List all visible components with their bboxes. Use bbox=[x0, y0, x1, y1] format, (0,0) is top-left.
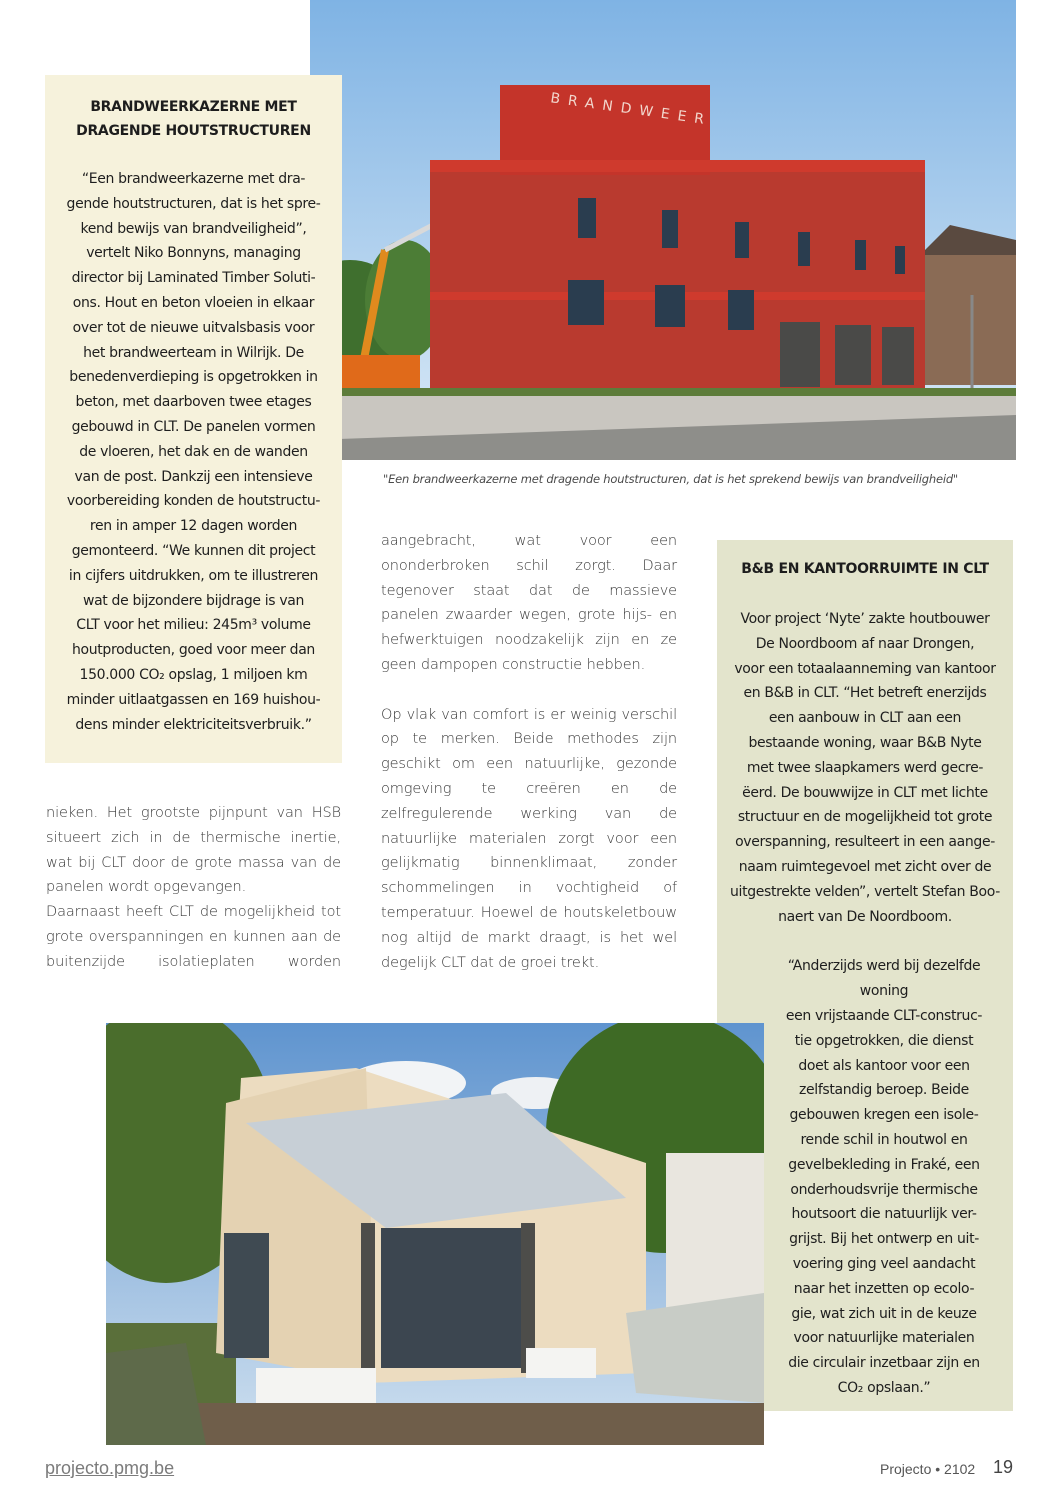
box-right-body-2 bbox=[725, 954, 1005, 1400]
photo-caption: "Een brandweerkazerne met dragende houtstructuren, dat is het sprekend bewijs van brandveiligheid" bbox=[383, 472, 959, 486]
body-paragraph: aangebracht, wat voor een ononderbroken schil zorgt. Daar tegenover staat dat de massieve panelen zwaarder wegen, grote hijs- en hefwerktuigen noodzakelijk zijn en ze geen dampopen constructie hebben. bbox=[381, 533, 677, 673]
box-text-line: gevelbekleding in Fraké, een bbox=[788, 1156, 980, 1173]
box-text-line: bestaande woning, waar B&B Nyte bbox=[748, 734, 982, 751]
body-column-middle bbox=[381, 529, 677, 975]
box-text-line: over tot de nieuwe uitvalsbasis voor bbox=[72, 319, 315, 336]
fire-station-photo bbox=[310, 0, 1016, 460]
footer-magazine-issue: Projecto • 2102 bbox=[880, 1461, 976, 1477]
box-text-line: De Noordboom af naar Drongen, bbox=[755, 635, 975, 652]
box-text-line: beton, met daarboven twee etages bbox=[75, 394, 312, 411]
sign-text: BRANDWEER bbox=[549, 90, 713, 129]
box-text-line: doet als kantoor voor een bbox=[798, 1057, 970, 1074]
box-text-line: naar het inzetten op ecolo- bbox=[793, 1280, 975, 1297]
box-text-line: voor een totaalaanneming van kantoor bbox=[734, 660, 996, 677]
box-title-line1: BRANDWEERKAZERNE MET bbox=[90, 99, 297, 115]
body-paragraph: Daarnaast heeft CLT de mogelijkheid tot grote overspanningen en kunnen aan de buitenzijde isolatieplaten worden bbox=[46, 904, 341, 970]
box-text-line: naam ruimtegevoel met zicht over de bbox=[738, 858, 992, 875]
box-right-body-1 bbox=[725, 607, 1005, 929]
box-text-line: dens minder elektriciteitsverbruik.” bbox=[75, 716, 312, 733]
box-text-line: vertelt Niko Bonnyns, managing bbox=[86, 245, 301, 262]
box-text-line: met twee slaapkamers werd gecre- bbox=[746, 759, 984, 776]
box-text-line: tie opgetrokken, die dienst bbox=[794, 1032, 974, 1049]
box-title-line2: DRAGENDE HOUTSTRUCTUREN bbox=[76, 123, 311, 139]
footer-website-link[interactable]: projecto.pmg.be bbox=[45, 1458, 175, 1478]
box-text-line: grijst. Bij het ontwerp en uit- bbox=[789, 1231, 979, 1248]
box-text-line: houtproducten, goed voor meer dan bbox=[72, 642, 315, 659]
box-text-line: ons. Hout en beton vloeien in elkaar bbox=[72, 294, 315, 311]
box-text-line: een vrijstaande CLT-construc- bbox=[785, 1007, 983, 1024]
box-text-line: ren in amper 12 dagen worden bbox=[89, 518, 298, 535]
body-paragraph: nieken. Het grootste pijnpunt van HSB situeert zich in de thermische inertie, wat bij CLT door de grote massa van de panelen wordt opgevangen. bbox=[46, 805, 341, 896]
box-text-line: zelfstandig beroep. Beide bbox=[799, 1082, 969, 1099]
box-text-line: kend bewijs van brandveiligheid”, bbox=[80, 220, 307, 237]
box-left-body bbox=[59, 167, 328, 737]
box-text-line: voorbereiding konden de houtstructu- bbox=[66, 493, 321, 510]
box-text-line: gebouwen kregen een isole- bbox=[789, 1107, 979, 1124]
box-text-line: voering ging veel aandacht bbox=[792, 1255, 976, 1272]
footer-page-number: 19 bbox=[993, 1457, 1014, 1477]
box-text-line: gende houtstructuren, dat is het spre- bbox=[66, 195, 321, 212]
box-text-line: gie, wat zich uit in de keuze bbox=[791, 1305, 977, 1322]
box-text-line: die circulair inzetbaar zijn en bbox=[788, 1355, 980, 1372]
box-text-line: een aanbouw in CLT aan een bbox=[768, 710, 962, 727]
box-text-line: overspanning, resulteert in een aange- bbox=[735, 834, 995, 851]
box-text-line: CLT voor het milieu: 245m³ volume bbox=[76, 617, 311, 634]
box-text-line: in cijfers uitdrukken, om te illustreren bbox=[68, 567, 319, 584]
box-text-line: uitgestrekte velden”, vertelt Stefan Boo- bbox=[730, 883, 1000, 900]
box-text-line: de vloeren, het dak en de wanden bbox=[79, 443, 308, 460]
box-text-line: en B&B in CLT. “Het betreft enerzijds bbox=[743, 685, 987, 702]
box-text-line: naert van De Noordboom. bbox=[778, 908, 952, 925]
box-text-line: van de post. Dankzij een intensieve bbox=[74, 468, 313, 485]
body-paragraph: Op vlak van comfort is er weinig verschil op te merken. Beide methodes zijn geschikt om een natuurlijke, gezonde omgeving te creëren en de zelfregulerende werking van de natuurlijke materialen zorgt voor een gelijkmatig binnenklimaat, zonder schommelingen in vochtigheid of temperatuur. Hoewel de houtskeletbouw nog altijd de markt draagt, is het wel degelijk CLT dat de groei trekt. bbox=[381, 706, 677, 971]
box-text-line: “Een brandweerkazerne met dra- bbox=[81, 171, 306, 187]
box-text-line: voor natuurlijke materialen bbox=[793, 1330, 975, 1347]
box-text-line: 150.000 CO₂ opslag, 1 miljoen km bbox=[79, 666, 308, 683]
box-text-line: Voor project ‘Nyte’ zakte houtbouwer bbox=[740, 611, 990, 627]
box-right-title: B&B EN KANTOORRUIMTE IN CLT bbox=[741, 561, 989, 577]
sidebar-box-fire-station bbox=[45, 75, 342, 763]
box-text-line: onderhoudsvrije thermische bbox=[790, 1181, 978, 1198]
box-text-line: houtsoort die natuurlijk ver- bbox=[791, 1206, 977, 1223]
box-text-line: het brandweerteam in Wilrijk. De bbox=[83, 344, 304, 361]
box-text-line: CO₂ opslaan.” bbox=[837, 1379, 931, 1396]
box-text-line: “Anderzijds werd bij dezelfde woning bbox=[787, 958, 981, 1000]
box-text-line: benedenverdieping is opgetrokken in bbox=[69, 369, 318, 386]
box-text-line: gebouwd in CLT. De panelen vormen bbox=[71, 418, 316, 435]
box-text-line: gemonteerd. “We kunnen dit project bbox=[71, 542, 316, 559]
body-column-left bbox=[46, 801, 341, 975]
box-text-line: structuur en de mogelijkheid tot grote bbox=[737, 809, 993, 826]
clt-building-photo bbox=[106, 1023, 764, 1445]
box-text-line: rende schil in houtwol en bbox=[800, 1131, 968, 1148]
box-text-line: wat de bijzondere bijdrage is van bbox=[82, 592, 305, 609]
box-text-line: ëerd. De bouwwijze in CLT met lichte bbox=[742, 784, 988, 801]
box-text-line: minder uitlaatgassen en 169 huishou- bbox=[66, 691, 321, 708]
box-text-line: director bij Laminated Timber Soluti- bbox=[71, 270, 316, 287]
